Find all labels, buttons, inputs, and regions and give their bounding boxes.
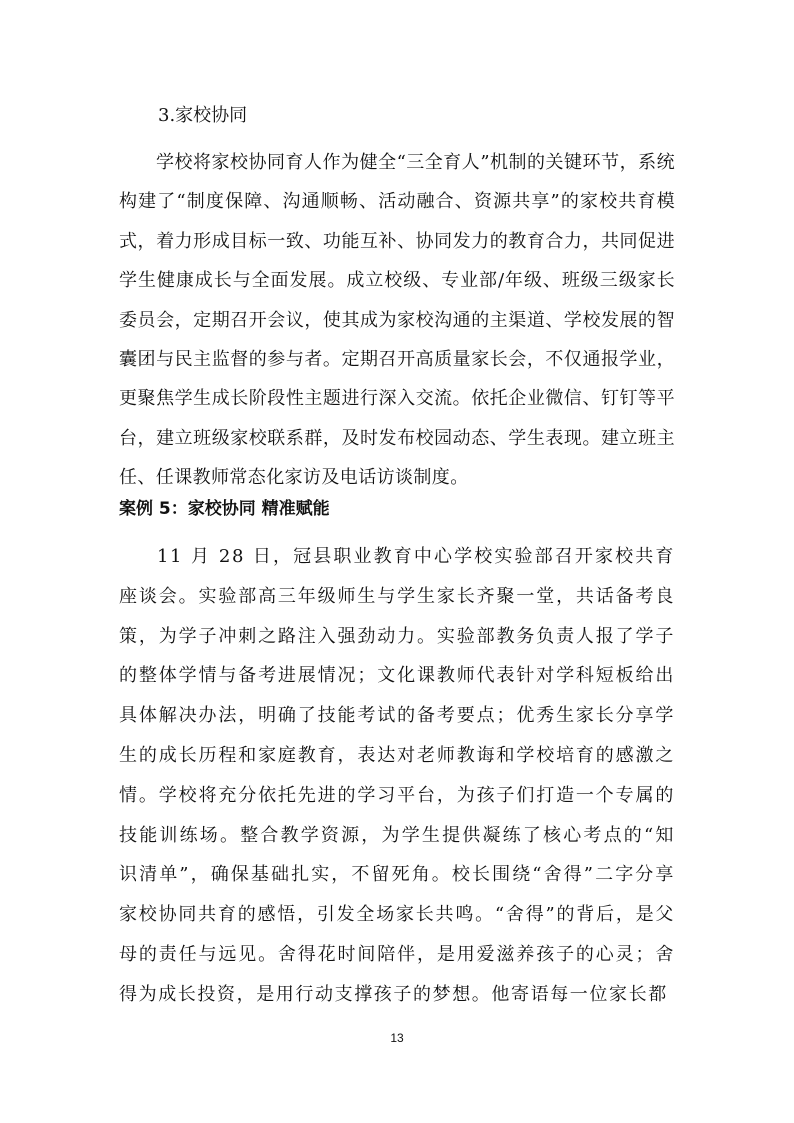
page-number: 13 xyxy=(390,1031,404,1045)
case-heading: 案例 5：家校协同 精准赋能 xyxy=(119,499,330,519)
case-paragraph: 11 月 28 日，冠县职业教育中心学校实验部召开家校共育座谈会。实验部高三年级师生与学生家长齐聚一堂，共话备考良策，为学子冲刺之路注入强劲动力。实验部教务负责人报了学子的整体学情与备考进展情况；文化课教师代表针对学科短板给出具体解决办法，明确了技能考试的备考要点；优秀生家长分享学生的成长历程和家庭教育，表达对老师教诲和学校培育的感激之情。学校将充分依托先进的学习平台，为孩子们打造一个专属的技能训练场。整合教学资源，为学生提供凝练了核心考点的“知识清单”，确保基础扎实，不留死角。校长围绕“舍得”二字分享家校协同共育的感悟，引发全场家长共鸣。“舍得”的背后，是父母的责任与远见。舍得花时间陪伴，是用爱滋养孩子的心灵；舍得为成长投资，是用行动支撑孩子的梦想。他寄语每一位家长都 xyxy=(119,546,675,1005)
section-heading: 3.家校协同 xyxy=(158,105,248,126)
body-paragraph-family-school: 学校将家校协同育人作为健全“三全育人”机制的关键环节，系统构建了“制度保障、沟通顺畅、活动融合、资源共享”的家校共育模式，着力形成目标一致、功能互补、协同发力的教育合力，共同促进学生健康成长与全面发展。成立校级、专业部/年级、班级三级家长委员会，定期召开会议，使其成为家校沟通的主渠道、学校发展的智囊团与民主监督的参与者。定期召开高质量家长会，不仅通报学业，更聚焦学生成长阶段性主题进行深入交流。依托企业微信、钉钉等平台，建立班级家校联系群，及时发布校园动态、学生表现。建立班主任、任课教师常态化家访及电话访谈制度。 xyxy=(119,152,675,489)
